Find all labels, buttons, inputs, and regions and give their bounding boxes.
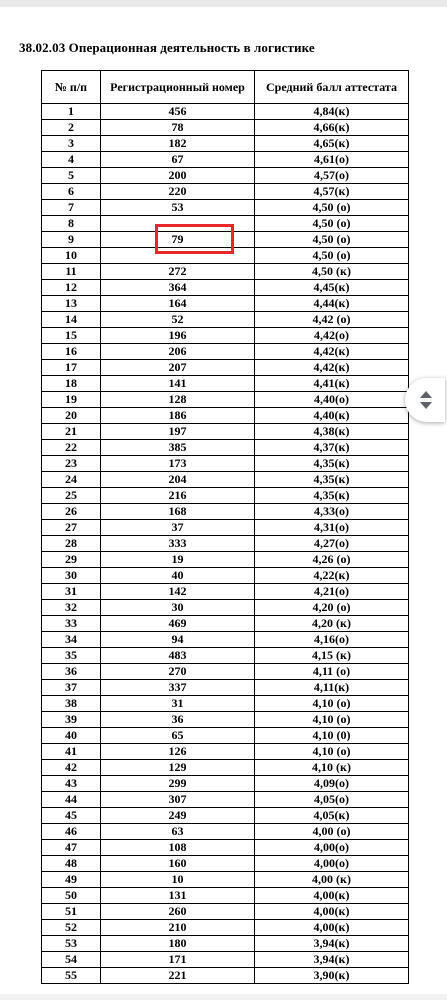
reg-number-cell: 52 (101, 312, 255, 328)
avg-score-cell: 4,31(о) (255, 520, 409, 536)
reg-number-cell: 108 (101, 840, 255, 856)
row-number-cell: 46 (42, 824, 101, 840)
avg-score-cell: 4,15 (к) (255, 648, 409, 664)
row-number-cell: 25 (42, 488, 101, 504)
red-highlight-box (155, 224, 234, 254)
row-number-cell: 11 (42, 264, 101, 280)
row-number-cell: 7 (42, 200, 101, 216)
row-number-cell: 17 (42, 360, 101, 376)
reg-number-cell: 272 (101, 264, 255, 280)
avg-score-cell: 4,10 (о) (255, 744, 409, 760)
table-row (42, 168, 409, 184)
table-row (42, 616, 409, 632)
chevron-up-icon (420, 391, 432, 398)
reg-number-cell: 63 (101, 824, 255, 840)
reg-number-cell: 186 (101, 408, 255, 424)
avg-score-cell: 4,22(к) (255, 568, 409, 584)
row-number-cell: 40 (42, 728, 101, 744)
avg-score-cell: 4,44(к) (255, 296, 409, 312)
row-number-cell: 48 (42, 856, 101, 872)
row-number-cell: 4 (42, 152, 101, 168)
row-number-cell: 8 (42, 216, 101, 232)
avg-score-cell: 3,94(к) (255, 936, 409, 952)
avg-score-cell: 4,21(о) (255, 584, 409, 600)
reg-number-cell: 128 (101, 392, 255, 408)
row-number-cell: 33 (42, 616, 101, 632)
header-avg-score: Средний балл аттестата (255, 71, 409, 104)
table-row (42, 456, 409, 472)
reg-number-cell: 469 (101, 616, 255, 632)
avg-score-cell: 4,40(о) (255, 392, 409, 408)
row-number-cell: 55 (42, 968, 101, 984)
avg-score-cell: 4,10 (о) (255, 696, 409, 712)
table-row (42, 952, 409, 968)
avg-score-cell: 4,00 (о) (255, 824, 409, 840)
table-row (42, 264, 409, 280)
row-number-cell: 15 (42, 328, 101, 344)
avg-score-cell: 4,26 (о) (255, 552, 409, 568)
reg-number-cell: 385 (101, 440, 255, 456)
avg-score-cell: 4,42(о) (255, 328, 409, 344)
row-number-cell: 13 (42, 296, 101, 312)
avg-score-cell: 4,20 (к) (255, 616, 409, 632)
avg-score-cell: 4,09(о) (255, 776, 409, 792)
reg-number-cell: 79 (101, 232, 255, 248)
avg-score-cell: 4,10 (0) (255, 728, 409, 744)
table-row (42, 584, 409, 600)
row-number-cell: 27 (42, 520, 101, 536)
reg-number-cell: 197 (101, 424, 255, 440)
avg-score-cell: 4,00(о) (255, 840, 409, 856)
row-number-cell: 18 (42, 376, 101, 392)
table-row (42, 600, 409, 616)
table-row (42, 728, 409, 744)
table-row (42, 360, 409, 376)
row-number-cell: 36 (42, 664, 101, 680)
table-row (42, 680, 409, 696)
reg-number-cell: 260 (101, 904, 255, 920)
reg-number-cell: 206 (101, 344, 255, 360)
table-row (42, 632, 409, 648)
avg-score-cell: 4,41(к) (255, 376, 409, 392)
row-number-cell: 2 (42, 120, 101, 136)
avg-score-cell: 4,42(к) (255, 344, 409, 360)
table-row (42, 904, 409, 920)
reg-number-cell: 30 (101, 600, 255, 616)
row-number-cell: 1 (42, 104, 101, 120)
table-row (42, 840, 409, 856)
avg-score-cell: 4,50 (к) (255, 264, 409, 280)
avg-score-cell: 4,66(к) (255, 120, 409, 136)
table-row (42, 968, 409, 984)
table-row (42, 920, 409, 936)
reg-number-cell: 299 (101, 776, 255, 792)
avg-score-cell: 4,00(к) (255, 888, 409, 904)
avg-score-cell: 4,40(к) (255, 408, 409, 424)
document-title: 38.02.03 Операционная деятельность в логистике (19, 40, 315, 55)
avg-score-cell: 4,57(о) (255, 168, 409, 184)
row-number-cell: 47 (42, 840, 101, 856)
reg-number-cell: 364 (101, 280, 255, 296)
reg-number-cell: 31 (101, 696, 255, 712)
avg-score-cell: 4,11(к) (255, 680, 409, 696)
table-row (42, 744, 409, 760)
table-row (42, 440, 409, 456)
table-row (42, 536, 409, 552)
row-number-cell: 51 (42, 904, 101, 920)
chevron-down-icon (420, 402, 432, 409)
row-number-cell: 29 (42, 552, 101, 568)
avg-score-cell: 4,33(о) (255, 504, 409, 520)
reg-number-cell: 207 (101, 360, 255, 376)
table-row (42, 936, 409, 952)
avg-score-cell: 4,61(о) (255, 152, 409, 168)
reg-number-cell: 210 (101, 920, 255, 936)
reg-number-cell: 216 (101, 488, 255, 504)
row-number-cell: 20 (42, 408, 101, 424)
avg-score-cell: 4,42(к) (255, 360, 409, 376)
row-number-cell: 43 (42, 776, 101, 792)
reg-number-cell: 456 (101, 104, 255, 120)
avg-score-cell: 4,38(к) (255, 424, 409, 440)
row-number-cell: 10 (42, 248, 101, 264)
avg-score-cell: 4,20 (о) (255, 600, 409, 616)
row-number-cell: 39 (42, 712, 101, 728)
row-number-cell: 31 (42, 584, 101, 600)
row-number-cell: 52 (42, 920, 101, 936)
reg-number-cell: 40 (101, 568, 255, 584)
row-number-cell: 32 (42, 600, 101, 616)
table-row (42, 488, 409, 504)
reg-number-cell: 94 (101, 632, 255, 648)
avg-score-cell: 4,00(о) (255, 856, 409, 872)
header-num: № п/п (42, 71, 101, 104)
top-status-strip (0, 0, 447, 7)
reg-number-cell: 126 (101, 744, 255, 760)
reg-number-cell: 67 (101, 152, 255, 168)
avg-score-cell: 4,50 (о) (255, 216, 409, 232)
avg-score-cell: 4,16(о) (255, 632, 409, 648)
table-row (42, 312, 409, 328)
table-row (42, 808, 409, 824)
table-row (42, 504, 409, 520)
row-number-cell: 44 (42, 792, 101, 808)
table-row (42, 472, 409, 488)
table-row (42, 200, 409, 216)
table-row (42, 408, 409, 424)
row-number-cell: 41 (42, 744, 101, 760)
reg-number-cell: 160 (101, 856, 255, 872)
row-number-cell: 9 (42, 232, 101, 248)
reg-number-cell: 182 (101, 136, 255, 152)
avg-score-cell: 4,45(к) (255, 280, 409, 296)
reg-number-cell: 10 (101, 872, 255, 888)
table-row (42, 184, 409, 200)
row-number-cell: 26 (42, 504, 101, 520)
avg-score-cell: 4,84(к) (255, 104, 409, 120)
table-row (42, 424, 409, 440)
reg-number-cell: 65 (101, 728, 255, 744)
table-row (42, 648, 409, 664)
avg-score-cell: 4,35(к) (255, 472, 409, 488)
row-number-cell: 14 (42, 312, 101, 328)
row-number-cell: 34 (42, 632, 101, 648)
row-number-cell: 24 (42, 472, 101, 488)
table-row (42, 376, 409, 392)
row-number-cell: 21 (42, 424, 101, 440)
avg-score-cell: 4,42 (о) (255, 312, 409, 328)
avg-score-cell: 4,10 (к) (255, 760, 409, 776)
reg-number-cell: 307 (101, 792, 255, 808)
table-header-row (42, 71, 409, 104)
reg-number-cell: 129 (101, 760, 255, 776)
reg-number-cell: 141 (101, 376, 255, 392)
avg-score-cell: 4,35(к) (255, 488, 409, 504)
row-number-cell: 35 (42, 648, 101, 664)
table-row (42, 792, 409, 808)
reg-number-cell: 171 (101, 952, 255, 968)
reg-number-cell: 53 (101, 200, 255, 216)
table-row (42, 824, 409, 840)
table-row (42, 392, 409, 408)
avg-score-cell: 4,10 (о) (255, 712, 409, 728)
reg-number-cell: 221 (101, 968, 255, 984)
avg-score-cell: 4,00(к) (255, 904, 409, 920)
row-number-cell: 6 (42, 184, 101, 200)
table-row (42, 120, 409, 136)
avg-score-cell: 4,50 (о) (255, 200, 409, 216)
avg-score-cell: 4,57(к) (255, 184, 409, 200)
row-number-cell: 19 (42, 392, 101, 408)
row-number-cell: 30 (42, 568, 101, 584)
row-number-cell: 42 (42, 760, 101, 776)
avg-score-cell: 4,35(к) (255, 456, 409, 472)
table-row (42, 520, 409, 536)
table-row (42, 344, 409, 360)
avg-score-cell: 4,00(к) (255, 920, 409, 936)
table-row (42, 152, 409, 168)
reg-number-cell: 270 (101, 664, 255, 680)
avg-score-cell: 4,50 (о) (255, 232, 409, 248)
table-row (42, 776, 409, 792)
reg-number-cell: 131 (101, 888, 255, 904)
rating-table (41, 70, 409, 984)
avg-score-cell: 4,11 (о) (255, 664, 409, 680)
reg-number-cell: 200 (101, 168, 255, 184)
avg-score-cell: 3,94(к) (255, 952, 409, 968)
reg-number-cell: 333 (101, 536, 255, 552)
reg-number-cell: 19 (101, 552, 255, 568)
row-number-cell: 5 (42, 168, 101, 184)
row-number-cell: 49 (42, 872, 101, 888)
reg-number-cell: 220 (101, 184, 255, 200)
reg-number-cell: 168 (101, 504, 255, 520)
row-number-cell: 38 (42, 696, 101, 712)
avg-score-cell: 4,65(к) (255, 136, 409, 152)
avg-score-cell: 4,37(к) (255, 440, 409, 456)
table-row (42, 568, 409, 584)
avg-score-cell: 4,50 (о) (255, 248, 409, 264)
avg-score-cell: 4,27(о) (255, 536, 409, 552)
reg-number-cell: 204 (101, 472, 255, 488)
avg-score-cell: 3,90(к) (255, 968, 409, 984)
table-row (42, 856, 409, 872)
table-row (42, 664, 409, 680)
reg-number-cell: 196 (101, 328, 255, 344)
reg-number-cell: 337 (101, 680, 255, 696)
row-number-cell: 22 (42, 440, 101, 456)
avg-score-cell: 4,05(к) (255, 808, 409, 824)
reg-number-cell: 483 (101, 648, 255, 664)
table-row (42, 888, 409, 904)
scroll-handle[interactable] (405, 378, 445, 422)
row-number-cell: 3 (42, 136, 101, 152)
reg-number-cell: 173 (101, 456, 255, 472)
row-number-cell: 37 (42, 680, 101, 696)
reg-number-cell: 249 (101, 808, 255, 824)
row-number-cell: 53 (42, 936, 101, 952)
reg-number-cell: 180 (101, 936, 255, 952)
reg-number-cell: 78 (101, 120, 255, 136)
row-number-cell: 12 (42, 280, 101, 296)
row-number-cell: 23 (42, 456, 101, 472)
table-row (42, 696, 409, 712)
table-row (42, 760, 409, 776)
header-reg-number: Регистрационный номер (101, 71, 255, 104)
table-row (42, 136, 409, 152)
row-number-cell: 50 (42, 888, 101, 904)
table-row (42, 872, 409, 888)
table-row (42, 104, 409, 120)
row-number-cell: 16 (42, 344, 101, 360)
bottom-strip (0, 994, 447, 1000)
row-number-cell: 45 (42, 808, 101, 824)
reg-number-cell: 142 (101, 584, 255, 600)
reg-number-cell: 36 (101, 712, 255, 728)
avg-score-cell: 4,05(о) (255, 792, 409, 808)
row-number-cell: 28 (42, 536, 101, 552)
row-number-cell: 54 (42, 952, 101, 968)
avg-score-cell: 4,00 (к) (255, 872, 409, 888)
table-row (42, 328, 409, 344)
table-row (42, 280, 409, 296)
table-row (42, 712, 409, 728)
reg-number-cell: 37 (101, 520, 255, 536)
reg-number-cell: 164 (101, 296, 255, 312)
table-row (42, 296, 409, 312)
table-row (42, 552, 409, 568)
